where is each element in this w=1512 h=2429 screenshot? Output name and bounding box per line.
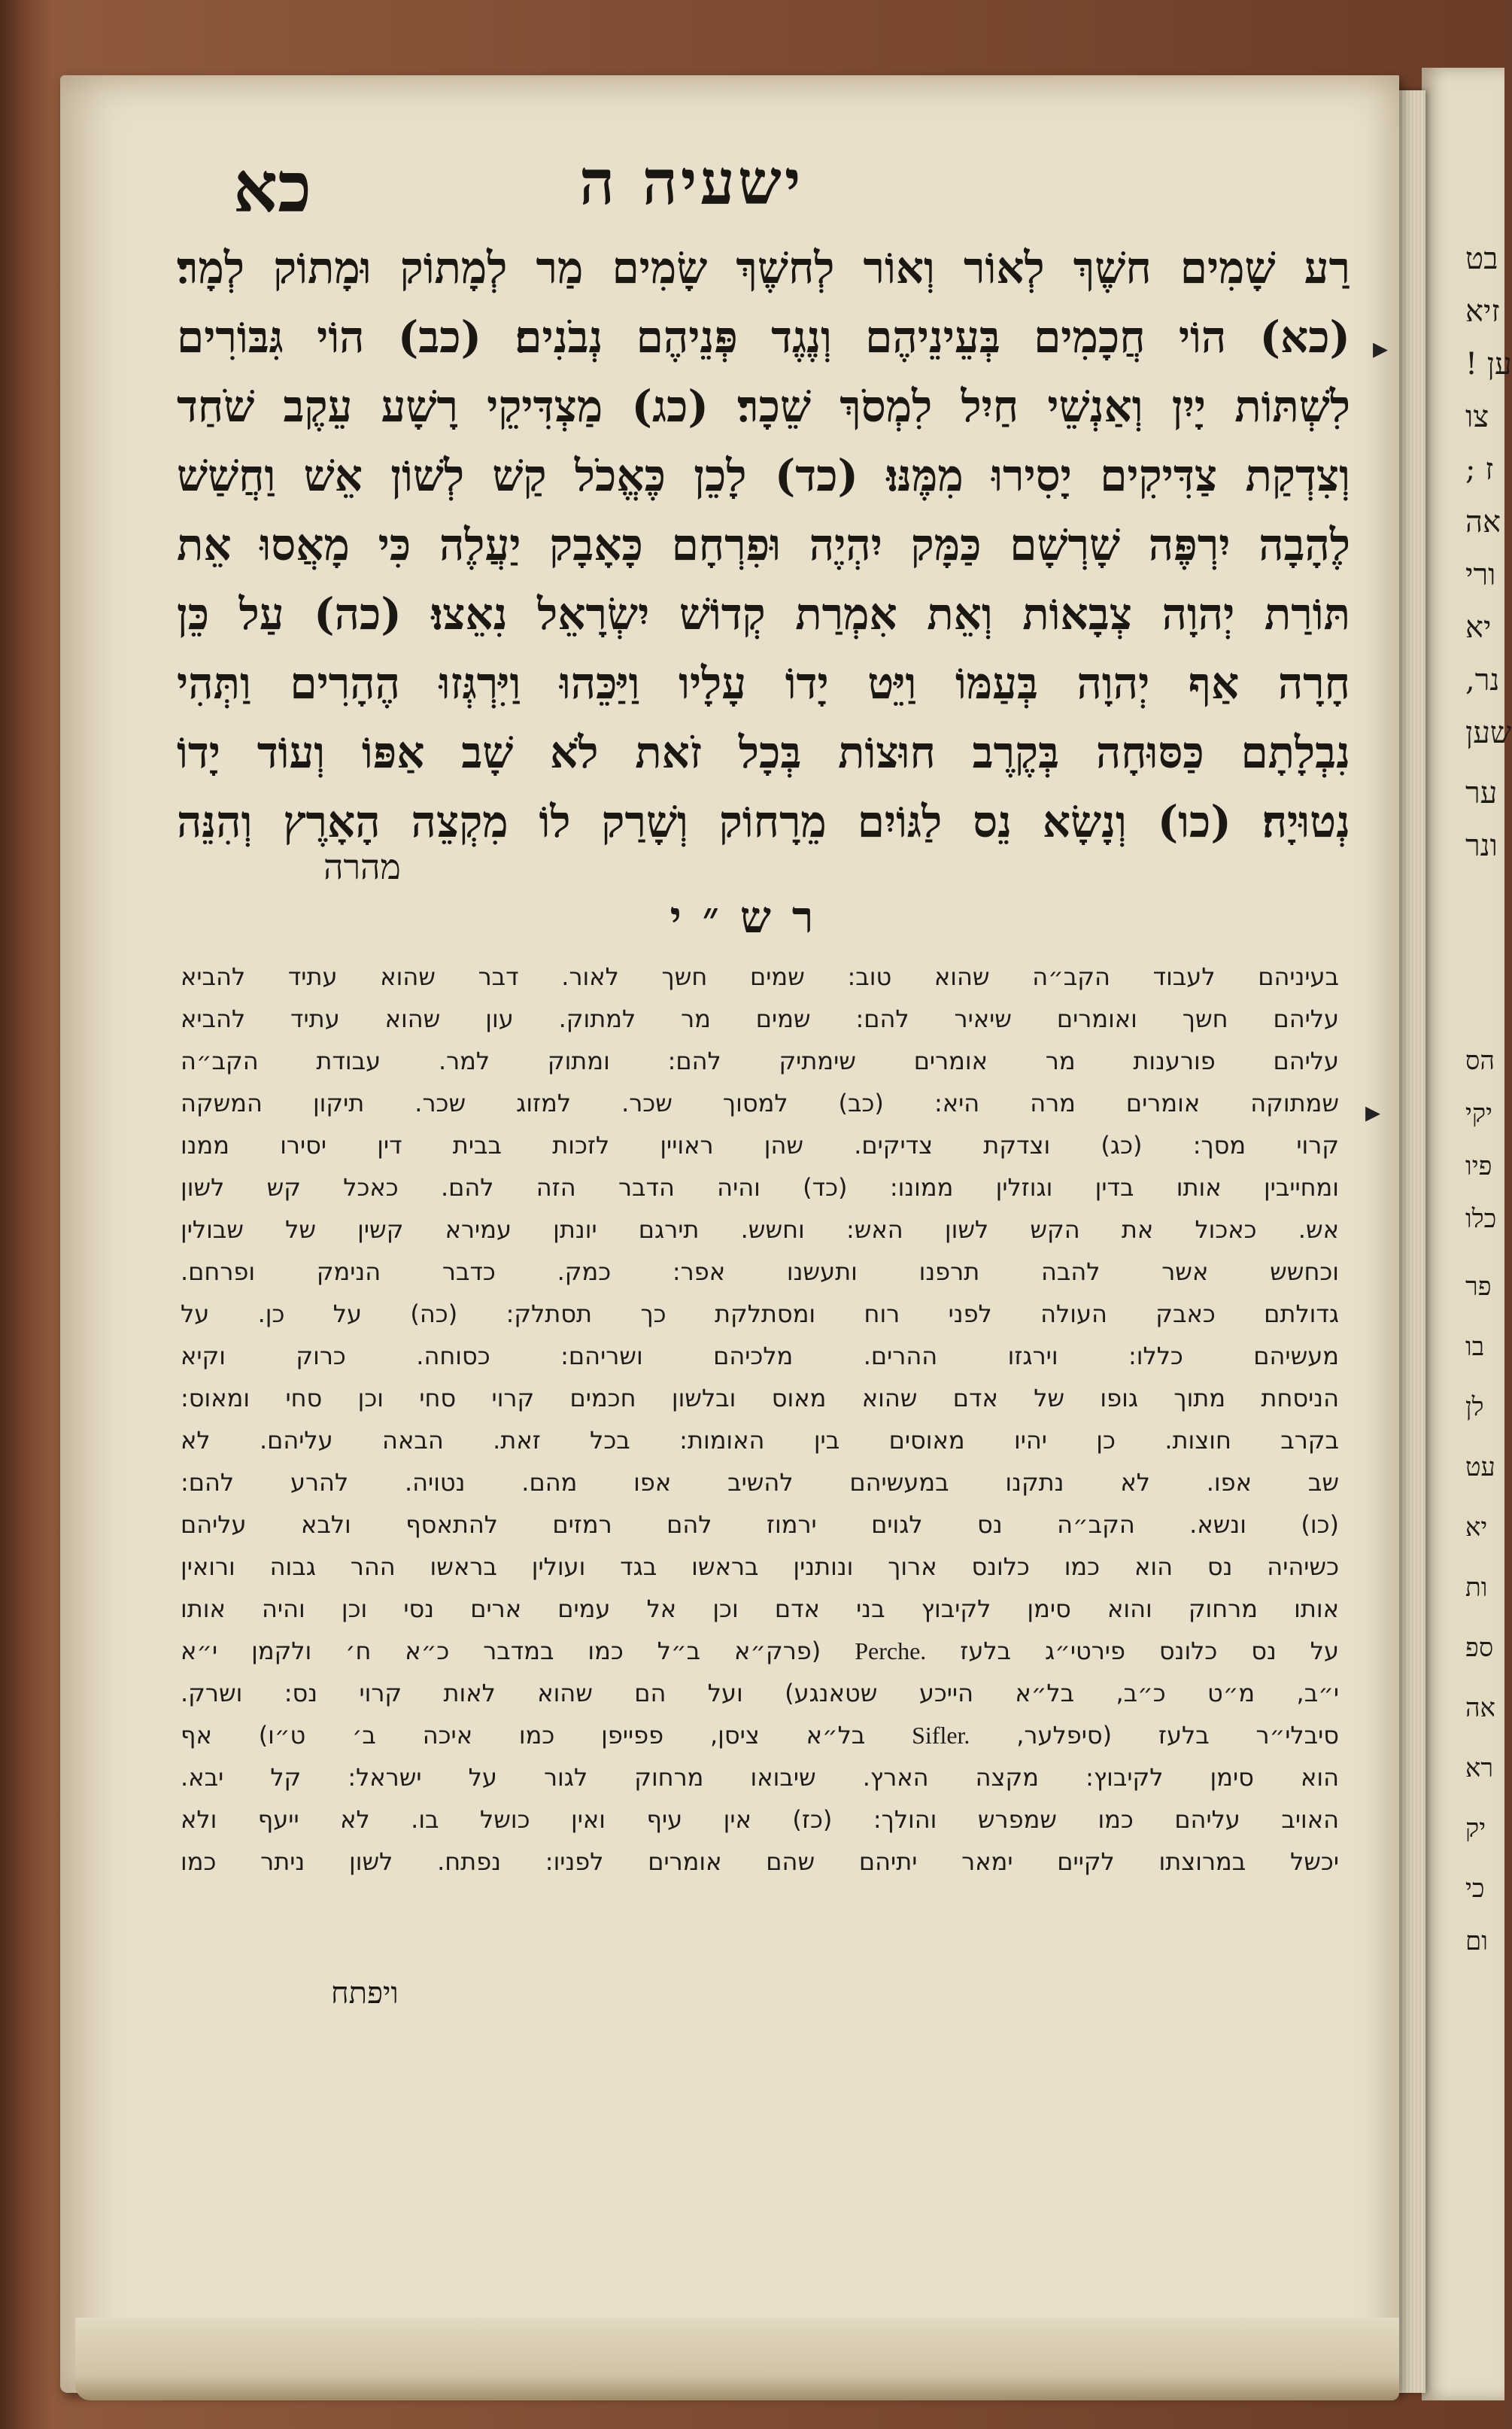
facing-page-fragment: אה xyxy=(1465,505,1501,540)
rashi-line: (כו) ונשא. הקב״ה נס לגוים ירמוז להם רמזים להתאסף ולבא עליהם xyxy=(181,1510,1339,1539)
rashi-line: י״ב, מ״ט כ״ב, בל״א הייכע שטאנגע) ועל הם שהוא לאות קרוי נס: ושרק. xyxy=(181,1679,1339,1707)
facing-page xyxy=(1422,68,1512,2400)
facing-page-fragment: הס xyxy=(1465,1046,1495,1076)
text-line: חָרָה אַף יְהוָה בְּעַמּוֹ וַיֵּט יָדוֹ עָלָיו וַיַּכֵּהוּ וַיִּרְגְּזוּ הֶהָרִים וַתְּהִי xyxy=(177,658,1350,709)
text-line: וְצִדְקַת צַדִּיקִים יָסִירוּ מִמֶּנּוּ׃ (כד) לָכֵן כֶּאֱכֹל קַשׁ לְשׁוֹן אֵשׁ וַחֲשַׁשׁ xyxy=(177,450,1350,501)
rashi-line: על נס כלונס פירטי״ג בלעז Perche. (פרק״א ב״ל כמו במדבר כ״א ח׳ ולקמן י״א xyxy=(181,1637,1340,1665)
facing-page-fragment: יק xyxy=(1465,1813,1486,1844)
rashi-line: יכשל במרוצתו לקיים ימאר יתיהם שהם אומרים לפניו: נפתח. לשון ניתר כמו xyxy=(181,1847,1339,1876)
rashi-line: סיבלי״ר בלעז (סיפלער, Sifler. בל״א ציסן, פפייפן כמו איכה ב׳ ט״ו) אף xyxy=(181,1721,1339,1750)
rashi-commentary-block xyxy=(181,956,1339,1883)
facing-page-fragment: בט xyxy=(1465,242,1498,276)
margin-mark: ▸ xyxy=(1365,1095,1381,1129)
facing-page-fragment: יא xyxy=(1465,610,1492,645)
facing-page-fragment: ונר xyxy=(1465,828,1498,863)
facing-page-fragment: עט xyxy=(1465,1452,1495,1482)
rashi-line: בעיניהם לעבוד הקב״ה שהוא טוב: שמים חשך לאור. דבר שהוא עתיד להביא xyxy=(181,962,1339,991)
text-line: תּוֹרַת יְהוָה צְבָאוֹת וְאֵת אִמְרַת קְדוֹשׁ יִשְׂרָאֵל נִאֵצוּ׃ (כה) עַל כֵּן xyxy=(177,588,1350,640)
facing-page-fragment: ז ; xyxy=(1465,452,1494,487)
text-line: נְטוּיָה׃ (כו) וְנָשָׂא נֵס לַגּוֹיִם מֵרָחוֹק וְשָׁרַק לוֹ מִקְצֵה הָאָרֶץ וְהִנֵּה xyxy=(177,796,1350,847)
book-chapter-title: ישעיה ה xyxy=(579,147,804,219)
text-line: (כא) הוֹי חֲכָמִים בְּעֵינֵיהֶם וְנֶגֶד פְּנֵיהֶם נְבֹנִים׃ (כב) הוֹי גִּבּוֹרִים xyxy=(177,312,1350,363)
page-bottom-edge xyxy=(75,2318,1399,2400)
rashi-line: בקרב חוצות. כן יהיו מאוסים בין האומות: בכל זאת. הבאה עליהם. לא xyxy=(181,1426,1339,1455)
facing-page-fragment: כלו xyxy=(1465,1204,1497,1234)
text-line: רַע שָׁמִים חשֶׁךְ לְאוֹר וְאוֹר לְחשֶׁךְ שָׂמִים מַר לְמָתוֹק וּמָתוֹק לְמָר׃ xyxy=(177,242,1350,293)
rashi-line: מעשיהם כללו: וירגזו ההרים. מלכיהם ושריהם: כסוחה. כרוק וקיא xyxy=(181,1342,1339,1370)
facing-page-fragment: פר xyxy=(1465,1272,1492,1302)
rashi-line: אותו מרחוק והוא סימן לקיבוץ בני אדם וכן אל עמים ארים נסי וכן והיה אותו xyxy=(181,1595,1339,1623)
biblical-text-block xyxy=(177,233,1350,856)
page-edges xyxy=(1395,90,1425,2393)
page-number: כא xyxy=(233,147,312,228)
facing-page-fragment: זיא xyxy=(1465,294,1500,329)
text-line: לִשְׁתּוֹת יָיִן וְאַנְשֵׁי חַיִל לִמְסֹךְ שֵׁכָר׃ (כג) מַצְדִּיקֵי רָשָׁע עֵקֶב שֹׁחַד xyxy=(177,381,1350,432)
text-line: נִבְלָתָם כַּסּוּחָה בְּקֶרֶב חוּצוֹת בְּכָל זֹאת לֹא שָׁב אַפּוֹ וְעוֹד יָדוֹ xyxy=(177,727,1350,778)
rashi-line: שב אפו. לא נתקנו במעשיהם להשיב אפו מהם. נטויה. להרע להם: xyxy=(181,1468,1339,1497)
rashi-line: הניסחת מתוך גופו של אדם שהוא מאוס ובלשון חכמים קרוי סחי וכן סחי ומאוס: xyxy=(181,1384,1339,1412)
facing-page-fragment: רא xyxy=(1465,1753,1494,1783)
facing-page-fragment: כי xyxy=(1465,1874,1485,1904)
rashi-line: האויב עליהם כמו שמפרש והולך: (כז) אין עיף ואין כושל בו. לא ייעף ולא xyxy=(181,1805,1339,1834)
facing-page-fragment: אה xyxy=(1465,1693,1495,1723)
main-catchword: מהרה xyxy=(323,847,401,887)
rashi-catchword: ויפתח xyxy=(331,1976,399,2011)
facing-page-fragment: ום xyxy=(1465,1926,1488,1956)
rashi-line: כשיהיה נס הוא כמו כלונס ארוך ונותנין בראשו בגד ועולין בראשו ההר גבוה ורואין xyxy=(181,1552,1339,1581)
facing-page-fragment: נר, xyxy=(1465,663,1500,698)
facing-page-fragment: ות xyxy=(1465,1573,1488,1603)
rashi-line: גדולתם כאבק העולה לפני רוח ומסתלקת כך תסתלק: (כה) על כן. על xyxy=(181,1300,1339,1328)
rashi-heading: רש״י xyxy=(669,892,835,943)
rashi-line: ומחייבין אותו בדין וגוזלין ממונו: (כד) והיה הדבר הזה להם. כאכל קש לשון xyxy=(181,1173,1339,1202)
text-line: לֶהָבָה יִרְפֶּה שָׁרְשָׁם כַּמָּק יִהְיֶה וּפִרְחָם כָּאָבָק יַעֲלֶה כִּי מָאֲסוּ אֵת xyxy=(177,519,1350,570)
facing-page-fragment: יא xyxy=(1465,1512,1488,1543)
rashi-line: שמתוקה אומרים מרה היא: (כב) למסוך שכר. למזוג שכר. תיקון המשקה xyxy=(181,1089,1339,1117)
rashi-line: אש. כאכול את הקש לשון האש: וחשש. תירגם יונתן עמירא קשין של שבולין xyxy=(181,1215,1339,1244)
running-header xyxy=(188,147,1331,230)
rashi-line: הוא סימן לקיבוץ: מקצה הארץ. שיבואו מרחוק לגור על ישראל: קל יבא. xyxy=(181,1763,1339,1792)
facing-page-fragment: לן xyxy=(1465,1392,1484,1422)
facing-page-fragment: פיו xyxy=(1465,1151,1492,1181)
latin-term: Perche. xyxy=(855,1637,927,1664)
facing-page-fragment: יקי xyxy=(1465,1099,1493,1129)
margin-mark: ▸ xyxy=(1373,331,1389,366)
facing-page-fragment: ורי xyxy=(1465,558,1496,592)
facing-page-fragment: בו xyxy=(1465,1332,1485,1362)
latin-term: Sifler. xyxy=(912,1722,970,1749)
facing-page-fragment: צו xyxy=(1465,400,1489,434)
rashi-line: עליהם פורענות מר אומרים שימתיק להם: ומתוק למר. עבודת הקב״ה xyxy=(181,1047,1339,1075)
rashi-line: וכחשש אשר להבה תרפנו ותעשנו אפר: כמק. כדבר הנימק ופרחם. xyxy=(181,1257,1339,1286)
rashi-line: עליהם חשך ואומרים שיאיר להם: שמים מר למתוק. עון שהוא עתיד להביא xyxy=(181,1005,1339,1033)
facing-page-fragment: ען ! xyxy=(1465,347,1512,382)
facing-page-fragment: ער xyxy=(1465,776,1498,810)
facing-page-fragment: שען xyxy=(1465,716,1512,750)
facing-page-fragment: ספ xyxy=(1465,1633,1494,1663)
rashi-line: קרוי מסך: (כג) וצדקת צדיקים. שהן ראויין לזכות בבית דין יסירו ממנו xyxy=(181,1131,1339,1160)
